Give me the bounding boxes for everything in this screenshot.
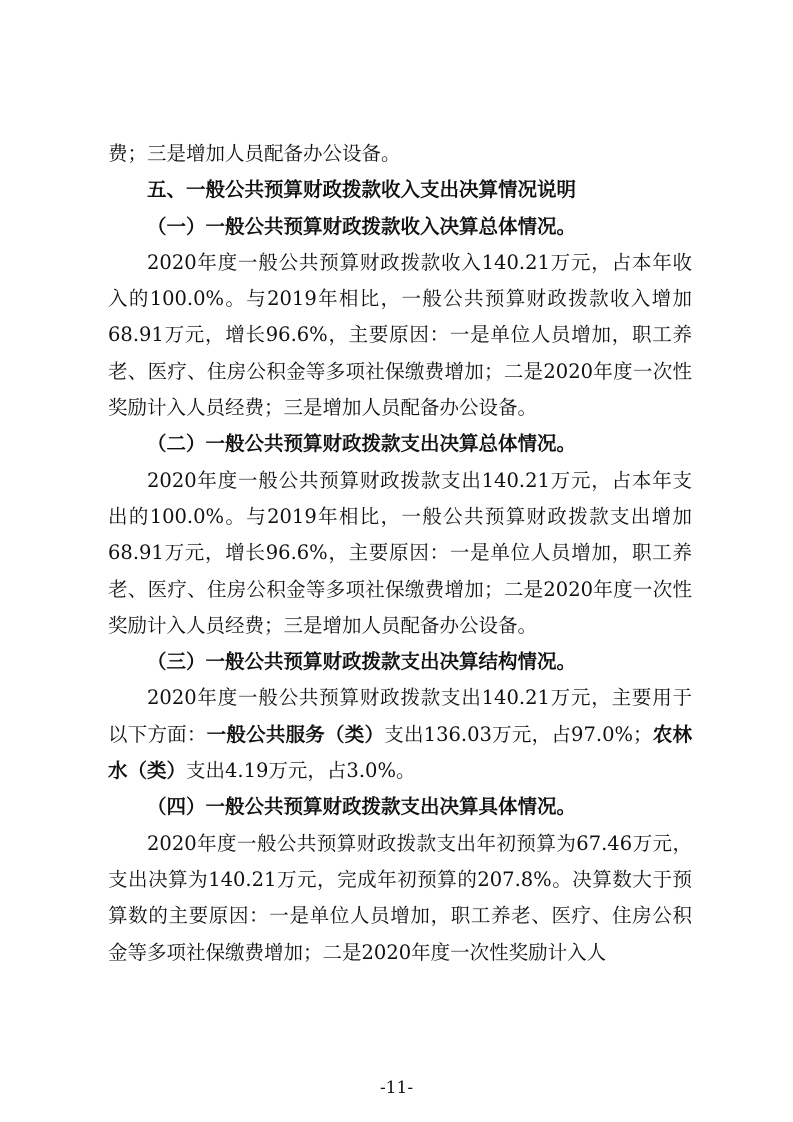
paragraph-continuation: 费；三是增加人员配备办公设备。 — [108, 142, 401, 165]
paragraph-expenditure: 2020年度一般公共预算财政拨款支出140.21万元，占本年支出的100.0%。与2019年相比，一般公共预算财政拨款支出增加68.91万元，增长96.6%，主要原因：一是单位人员增加，职工养老、医疗、住房公积金等多项社保缴费增加；二是2020年度一次性奖励计入人员经费；三是增加人员配备办公设备。 — [108, 468, 692, 637]
paragraph-income: 2020年度一般公共预算财政拨款收入140.21万元，占本年收入的100.0%。与2019年相比，一般公共预算财政拨款收入增加68.91万元，增长96.6%，主要原因：一是单位人员增加，职工养老、医疗、住房公积金等多项社保缴费增加；二是2020年度一次性奖励计入人员经费；三是增加人员配备办公设备。 — [108, 250, 692, 420]
document-body — [108, 136, 692, 971]
paragraph-structure — [108, 680, 692, 789]
subheading-4: （四）一般公共预算财政拨款支出决算具体情况。 — [147, 795, 577, 819]
structure-text-2: 支出136.03万元，占97.0%； — [384, 722, 653, 746]
subheading-3: （三）一般公共预算财政拨款支出决算结构情况。 — [147, 650, 577, 674]
structure-text-1: 2020年度一般公共预算财政拨款支出140.21万元，主要用于以下方面： — [108, 686, 692, 746]
structure-bold-1: 一般公共服务（类） — [206, 722, 385, 746]
structure-bold-2: 农林水（类） — [108, 722, 692, 783]
subheading-1: （一）一般公共预算财政拨款收入决算总体情况。 — [147, 214, 577, 238]
subheading-2: （二）一般公共预算财政拨款支出决算总体情况。 — [147, 432, 577, 456]
section-heading: 五、一般公共预算财政拨款收入支出决算情况说明 — [147, 178, 577, 202]
paragraph-details: 2020年度一般公共预算财政拨款支出年初预算为67.46万元，支出决算为140.21万元，完成年初预算的207.8%。决算数大于预算数的主要原因：一是单位人员增加，职工养老、医疗、住房公积金等多项社保缴费增加；二是2020年度一次性奖励计入人 — [108, 831, 692, 964]
structure-text-3: 支出4.19万元，占3.0%。 — [186, 759, 416, 783]
page-number: -11- — [379, 1078, 414, 1098]
